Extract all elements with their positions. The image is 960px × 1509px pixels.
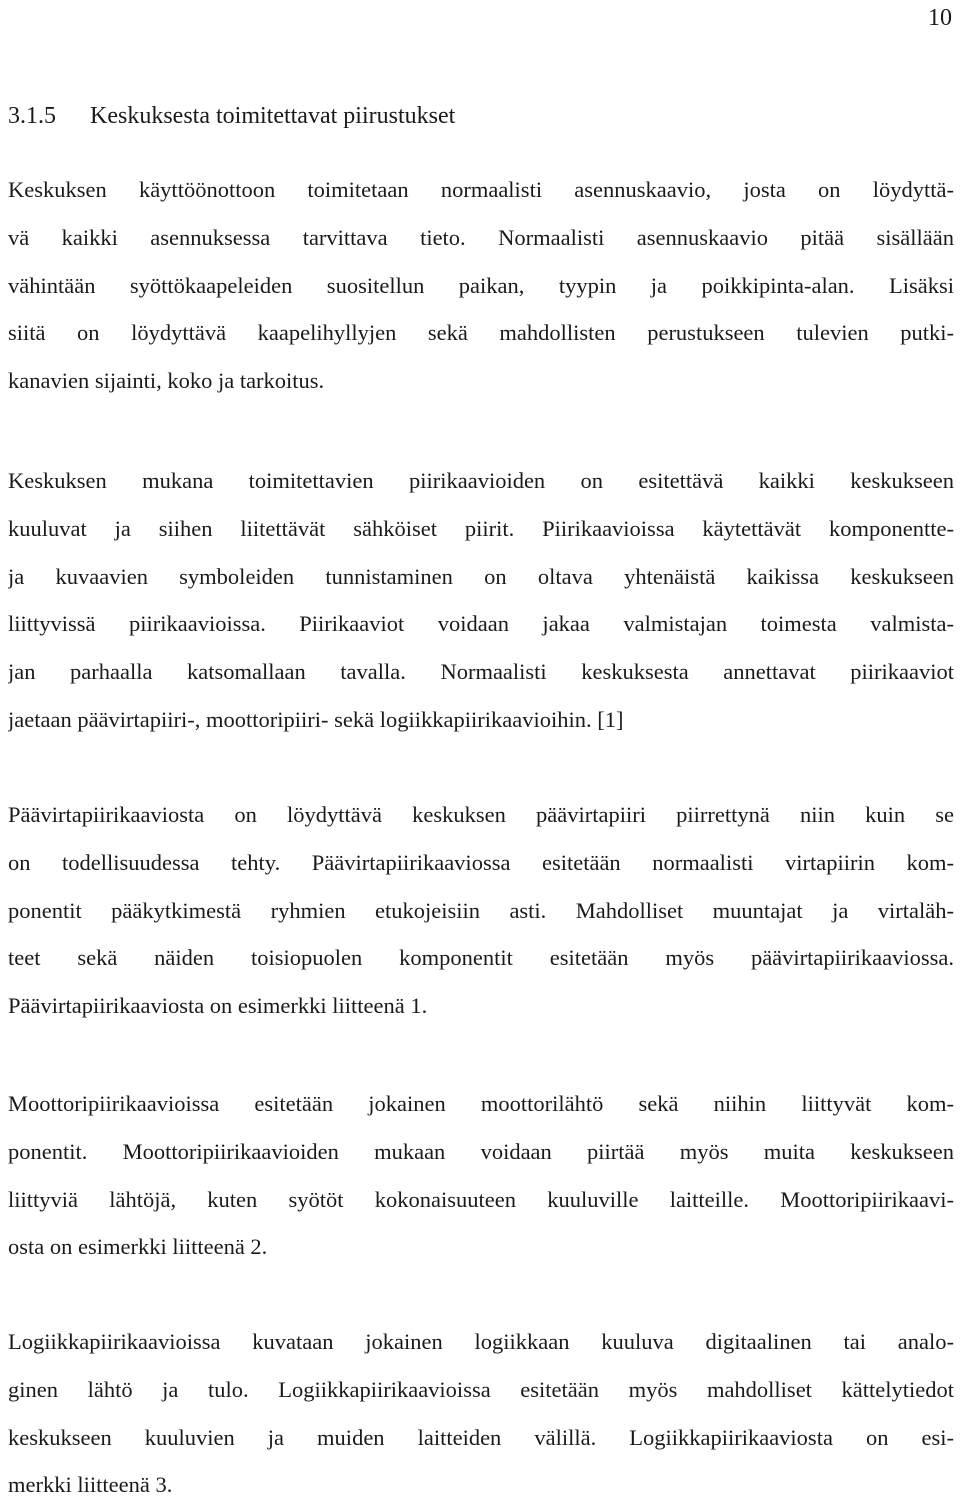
paragraph-line: Keskuksen mukana toimitettavien piirikaavioiden on esitettävä kaikki keskukseen xyxy=(8,468,954,493)
paragraph-line: ja kuvaavien symboleiden tunnistaminen on oltava yhtenäistä kaikissa keskukseen xyxy=(8,563,954,589)
paragraph-line: vähintään syöttökaapeleiden suositellun paikan, tyypin ja poikkipinta-alan. Lisäksi xyxy=(8,272,954,298)
paragraph-line: Keskuksen käyttöönottoon toimitetaan normaalisti asennuskaavio, josta on löydyttä- xyxy=(8,177,954,202)
paragraph-installation-diagram xyxy=(8,166,954,405)
paragraph-line: kuuluvat ja siihen liitettävät sähköiset piirit. Piirikaavioissa käytettävät komponentte- xyxy=(8,515,954,541)
paragraph-main-circuit xyxy=(8,791,954,1030)
paragraph-line: osta on esimerkki liitteenä 2. xyxy=(8,1234,268,1260)
paragraph-line: liittyvissä piirikaavioissa. Piirikaaviot voidaan jakaa valmistajan toimesta valmista- xyxy=(8,611,954,637)
paragraph-logic-circuit xyxy=(8,1318,954,1509)
paragraph-line: on todellisuudessa tehty. Päävirtapiirikaaviossa esitetään normaalisti virtapiirin kom- xyxy=(8,849,954,875)
paragraph-line: siitä on löydyttävä kaapelihyllyjen sekä mahdollisten perustukseen tulevien putki- xyxy=(8,320,954,346)
paragraph-motor-circuit xyxy=(8,1080,954,1271)
paragraph-line: Moottoripiirikaavioissa esitetään jokainen moottorilähtö sekä niihin liittyvät kom- xyxy=(8,1091,954,1116)
paragraph-line: vä kaikki asennuksessa tarvittava tieto. Normaalisti asennuskaavio pitää sisällään xyxy=(8,224,954,250)
paragraph-line: Päävirtapiirikaaviosta on löydyttävä keskuksen päävirtapiiri piirrettynä niin kuin se xyxy=(8,802,954,827)
paragraph-line: ginen lähtö ja tulo. Logiikkapiirikaavioissa esitetään myös mahdolliset kättelytiedot xyxy=(8,1376,954,1402)
paragraph-circuit-diagrams xyxy=(8,457,954,744)
paragraph-line: teet sekä näiden toisiopuolen komponentit esitetään myös päävirtapiirikaaviossa. xyxy=(8,945,954,971)
section-number: 3.1.5 xyxy=(8,103,56,129)
section-title: Keskuksesta toimitettavat piirustukset xyxy=(90,103,456,129)
paragraph-line: Logiikkapiirikaavioissa kuvataan jokainen logiikkaan kuuluva digitaalinen tai analo- xyxy=(8,1329,954,1354)
paragraph-line: ponentit. Moottoripiirikaavioiden mukaan voidaan piirtää myös muita keskukseen xyxy=(8,1138,954,1164)
paragraph-line: jan parhaalla katsomallaan tavalla. Normaalisti keskuksesta annettavat piirikaaviot xyxy=(8,659,954,685)
paragraph-line: kanavien sijainti, koko ja tarkoitus. xyxy=(8,368,325,394)
paragraph-line: liittyviä lähtöjä, kuten syötöt kokonaisuuteen kuuluville laitteille. Moottoripiirikaavi- xyxy=(8,1186,954,1212)
section-heading xyxy=(8,100,455,132)
paragraph-line: keskukseen kuuluvien ja muiden laitteiden välillä. Logiikkapiirikaaviosta on esi- xyxy=(8,1424,954,1450)
paragraph-line: merkki liitteenä 3. xyxy=(8,1472,173,1498)
page-number: 10 xyxy=(928,5,952,31)
paragraph-line: jaetaan päävirtapiiri-, moottoripiiri- sekä logiikkapiirikaavioihin. [1] xyxy=(8,706,624,732)
paragraph-line: ponentit pääkytkimestä ryhmien etukojeisiin asti. Mahdolliset muuntajat ja virtaläh- xyxy=(8,897,954,923)
paragraph-line: Päävirtapiirikaaviosta on esimerkki liitteenä 1. xyxy=(8,993,428,1019)
